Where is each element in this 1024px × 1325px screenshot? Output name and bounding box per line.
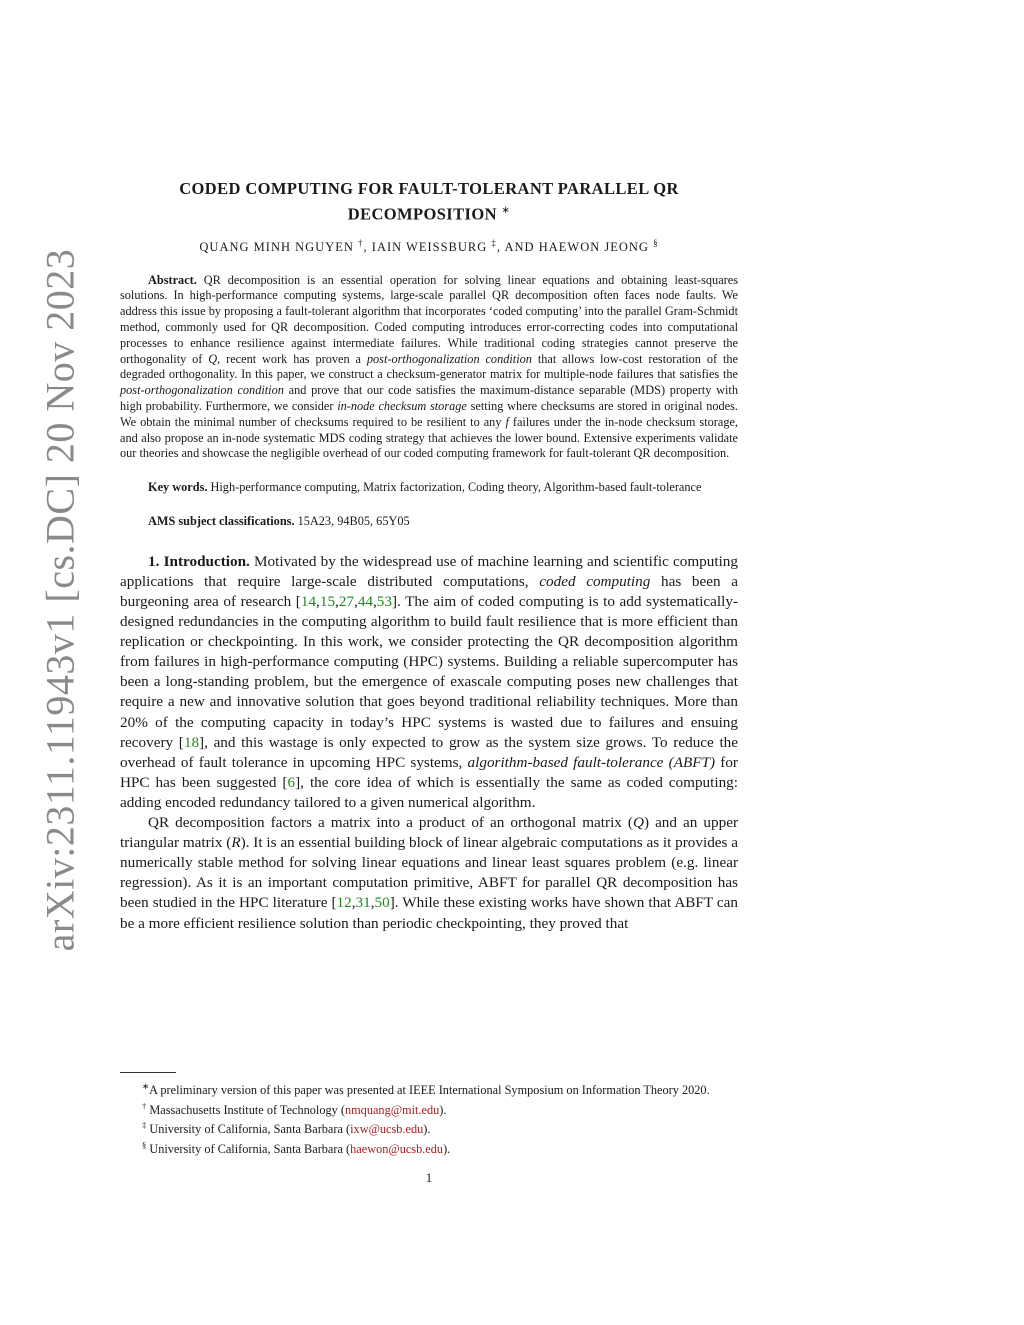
introduction-section <box>120 552 738 934</box>
footnote-mark: ‡ <box>142 1120 147 1131</box>
title-line-2: DECOMPOSITION <box>347 204 497 224</box>
ams-label: AMS subject classifications. <box>148 514 295 529</box>
body-text: ], the core idea of which is essentially the same as coded computing: adding encoded redundancy tailored to a given numerical algorithm. <box>120 773 738 811</box>
citation-link[interactable]: 44 <box>357 593 373 610</box>
citation-link[interactable]: 15 <box>319 593 336 610</box>
section-heading: 1. Introduction. <box>148 552 250 570</box>
intro-paragraph-1: 1. Introduction. Motivated by the widespread use of machine learning and scientific computing applications that require large-scale distributed computations, coded computing has been a burgeoning area of research [14,15,27,44,53]. The aim of coded computing is to add systematically-designed redundancies in the computing algorithm to build fault resilience that is more efficient than replication or checkpointing. In this work, we consider protecting the QR decomposition algorithm from failures in high-performance computing (HPC) systems. Building a reliable supercomputer has been a long-standing problem, but the emergence of exascale computing poses new challenges that require a new and innovative solution that goes beyond traditional reliability techniques. More than 20% of the computing capacity in today’s HPC systems is wasted due to failures and ensuing recovery [18], and this wastage is only expected to grow as the system size grows. To reduce the overhead of fault tolerance in upcoming HPC systems, algorithm-based fault-tolerance (ABFT) for HPC has been suggested [6], the core idea of which is essentially the same as coded computing: adding encoded redundancy tailored to a given numerical algorithm. <box>120 552 739 811</box>
footnotes <box>120 1072 738 1157</box>
email-link[interactable]: haewon@ucsb.edu <box>350 1141 444 1156</box>
footnote-text: Massachusetts Institute of Technology ( <box>149 1102 345 1117</box>
citation-link[interactable]: 6 <box>287 773 296 791</box>
keywords <box>120 480 738 496</box>
abstract-text: setting where checksums are stored in original nodes. We obtain the minimal number of checksums required to be resilient to any <box>120 399 738 429</box>
body-text: ]. While these existing works have shown that ABFT can be a more efficient resilience solution than periodic checkpointing, they proved that <box>120 894 738 932</box>
footnote-text: A preliminary version of this paper was presented at IEEE International Symposium on Information Theory 2020. <box>149 1083 710 1098</box>
body-emphasis: algorithm-based fault-tolerance (ABFT) <box>467 753 716 771</box>
abstract-text: failures under the in-node checksum storage, and also propose an in-node systematic MDS coding strategy that achieves the lower bound. Extensive experiments validate our theories and showcase the negligible overhead of our coded computing framework for fault-tolerant QR decomposition. <box>120 414 739 461</box>
author-separator: , AND <box>496 239 539 254</box>
paper-page <box>120 178 738 934</box>
citation-link[interactable]: 27 <box>338 593 355 610</box>
ams-text: 15A23, 94B05, 65Y05 <box>294 514 410 529</box>
abstract <box>120 273 738 463</box>
body-text: ) and an upper triangular matrix ( <box>120 814 738 852</box>
body-text: Motivated by the widespread use of machine learning and scientific computing applications that require large-scale distributed computations, <box>120 552 738 590</box>
author-1: QUANG MINH NGUYEN <box>199 239 354 254</box>
body-text: ). It is an essential building block of linear algebraic computations as it provides a numerically stable method for solving linear equations and linear least squares problem (e.g. linear regression). As it is an important computation primitive, ABFT for parallel QR decomposition has been studied in the HPC literature [ <box>120 834 738 912</box>
author-2: IAIN WEISSBURG <box>371 239 488 254</box>
ams-classifications <box>120 514 738 530</box>
abstract-emphasis: post-orthogonalization condition <box>120 383 284 398</box>
citation-link[interactable]: 12 <box>336 894 352 912</box>
citation-link[interactable]: 14 <box>300 593 317 610</box>
footnote-3 <box>120 1118 738 1138</box>
footnote-text: ). <box>439 1102 447 1117</box>
footnote-4 <box>120 1138 738 1158</box>
arxiv-identifier: arXiv:2311.11943v1 [cs.DC] 20 Nov 2023 <box>37 248 83 952</box>
keywords-text: High-performance computing, Matrix factorization, Coding theory, Algorithm-based fault-tolerance <box>207 480 702 495</box>
body-emphasis: coded computing <box>539 572 651 590</box>
body-text: ], and this wastage is only expected to grow as the system size grows. To reduce the overhead of fault tolerance in upcoming HPC systems, <box>120 733 738 771</box>
body-text: for HPC has been suggested [ <box>120 753 738 791</box>
citation-link[interactable]: 31 <box>355 894 371 912</box>
footnote-text: University of California, Santa Barbara ( <box>149 1122 351 1137</box>
abstract-text: QR decomposition is an essential operation for solving linear equations and obtaining least-squares solutions. In high-performance computing systems, large-scale parallel QR decomposition often faces node faults. We address this issue by proposing a fault-tolerant algorithm that incorporates ‘coded computing’ into the parallel Gram-Schmidt method, commonly used for QR decomposition. Coded computing introduces error-correcting codes into computational processes to enhance resilience against intermediate failures. While traditional coding strategies cannot preserve the orthogonality of <box>120 272 738 366</box>
footnote-text: University of California, Santa Barbara ( <box>149 1141 351 1156</box>
abstract-math-q: Q <box>208 351 218 366</box>
body-text: QR decomposition factors a matrix into a product of an orthogonal matrix ( <box>148 814 633 832</box>
footnote-text: ). <box>423 1122 431 1137</box>
citation-link[interactable]: 50 <box>374 894 390 912</box>
abstract-emphasis: post-orthogonalization condition <box>366 351 532 366</box>
author-list <box>120 238 738 255</box>
citation-link[interactable]: 53 <box>376 593 392 610</box>
footnote-mark: ∗ <box>142 1081 150 1091</box>
body-text: has been a burgeoning area of research [ <box>120 572 739 610</box>
email-link[interactable]: nmquang@mit.edu <box>344 1102 440 1117</box>
body-text: ]. The aim of coded computing is to add systematically-designed redundancies in the computing algorithm to build fault resilience that is more efficient than replication or checkpointing. In this work, we consider protecting the QR decomposition algorithm from failures in high-performance computing (HPC) systems. Building a reliable supercomputer has been a long-standing problem, but the emergence of exascale computing poses new challenges that require a new and innovative solution that goes beyond traditional reliability techniques. More than 20% of the computing capacity in today’s HPC systems is wasted due to failures and ensuing recovery [ <box>120 593 738 751</box>
abstract-math-f: f <box>505 414 509 429</box>
title-footnote-mark: ∗ <box>501 205 511 216</box>
abstract-emphasis: in-node checksum storage <box>337 399 467 414</box>
abstract-text: and prove that our code satisfies the maximum-distance separable (MDS) property with high probability. Furthermore, we consider <box>120 383 738 414</box>
body-math-q: Q <box>633 814 644 832</box>
footnote-mark: § <box>142 1139 147 1150</box>
footnote-1 <box>120 1079 738 1099</box>
page-number: 1 <box>425 1170 433 1185</box>
intro-paragraph-2: QR decomposition factors a matrix into a product of an orthogonal matrix (Q) and an upper triangular matrix (R). It is an essential building block of linear algebraic computations as it provides a numerically stable method for solving linear equations and linear least squares problem (e.g. linear regression). As it is an important computation primitive, ABFT for parallel QR decomposition has been studied in the HPC literature [12,31,50]. While these existing works have shown that ABFT can be a more efficient resilience solution than periodic checkpointing, they proved that <box>120 814 738 932</box>
author-2-mark: ‡ <box>491 237 497 248</box>
author-1-mark: † <box>358 237 364 248</box>
author-3-mark: § <box>653 237 659 248</box>
paper-title <box>120 178 738 226</box>
author-3: HAEWON JEONG <box>538 239 649 254</box>
author-separator: , <box>363 239 372 254</box>
abstract-label: Abstract. <box>148 272 197 287</box>
email-link[interactable]: ixw@ucsb.edu <box>350 1122 424 1137</box>
abstract-text: , recent work has proven a <box>217 351 367 366</box>
keywords-label: Key words. <box>148 480 208 495</box>
body-math-r: R <box>231 834 241 852</box>
footnote-text: ). <box>443 1141 451 1156</box>
footnote-divider <box>120 1072 176 1073</box>
footnote-mark: † <box>142 1100 147 1111</box>
title-line-1: CODED COMPUTING FOR FAULT-TOLERANT PARALLEL QR <box>179 179 679 198</box>
abstract-text: that allows low-cost restoration of the degraded orthogonality. In this paper, we construct a checksum-generator matrix for multiple-node failures that satisfies the <box>120 351 738 382</box>
footnote-2 <box>120 1099 738 1119</box>
citation-link[interactable]: 18 <box>183 733 200 751</box>
